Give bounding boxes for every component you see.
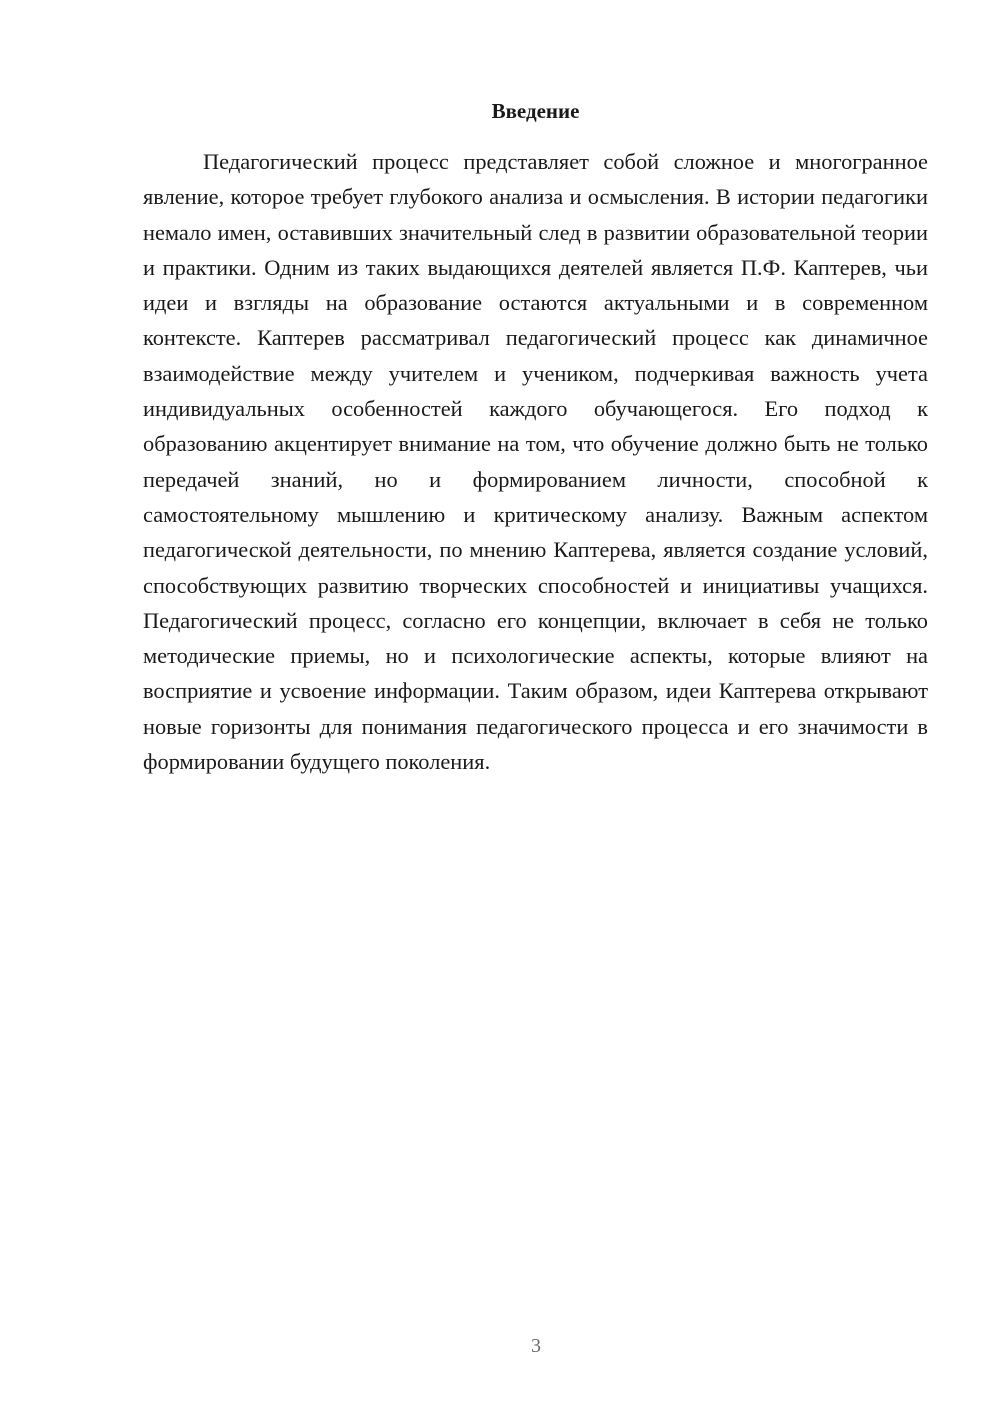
- body-paragraph: Педагогический процесс представляет собой сложное и многогранное явление, которое требует глубокого анализа и осмысления. В истории педагогики немало имен, оставивших значительный след в развитии образовательной теории и практики. Одним из таких выдающихся деятелей является П.Ф. Каптерев, чьи идеи и взгляды на образование остаются актуальными и в современном контексте. Каптерев рассматривал педагогический процесс как динамичное взаимодействие между учителем и учеником, подчеркивая важность учета индивидуальных особенностей каждого обучающегося. Его подход к образованию акцентирует внимание на том, что обучение должно быть не только передачей знаний, но и формированием личности, способной к самостоятельному мышлению и критическому анализу. Важным аспектом педагогической деятельности, по мнению Каптерева, является создание условий, способствующих развитию творческих способностей и инициативы учащихся. Педагогический процесс, согласно его концепции, включает в себя не только методические приемы, но и психологические аспекты, которые влияют на восприятие и усвоение информации. Таким образом, идеи Каптерева открывают новые горизонты для понимания педагогического процесса и его значимости в формировании будущего поколения.: [143, 149, 928, 775]
- page-number: 3: [531, 1335, 541, 1357]
- section-heading: Введение: [491, 99, 580, 123]
